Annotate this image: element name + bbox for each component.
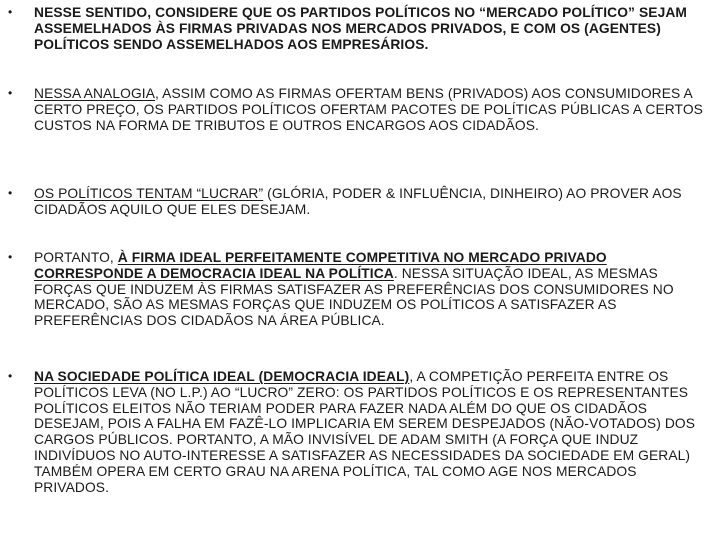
bullet-5-underlined: NA SOCIEDADE POLÍTICA IDEAL (DEMOCRACIA IDEAL) xyxy=(34,369,410,384)
bullet-dot: • xyxy=(8,5,13,19)
bullet-2-underlined: NESSA ANALOGIA xyxy=(34,86,156,101)
bullet-text-4 xyxy=(34,250,714,329)
bullet-3-underlined: OS POLÍTICOS TENTAM “LUCRAR” xyxy=(34,186,264,201)
bullet-text-5 xyxy=(34,369,714,495)
bullet-4-rest: . NESSA SITUAÇÃO IDEAL, AS MESMAS FORÇAS QUE INDUZEM ÀS FIRMAS SATISFAZER AS PREFERÊNCIAS DOS CONSUMIDORES NO MERCADO, SÃO AS MESMAS FORÇAS QUE INDUZEM OS POLÍTICOS A SATISFAZER AS PREFERÊNCIAS DOS CIDADÃOS NA ÁREA PÚBLICA. xyxy=(34,265,674,329)
bullet-text-1 xyxy=(34,5,714,52)
bullet-4-intro: PORTANTO, xyxy=(34,250,118,265)
bullet-2-rest: , ASSIM COMO AS FIRMAS OFERTAM BENS (PRIVADOS) AOS CONSUMIDORES A CERTO PREÇO, OS PARTIDOS POLÍTICOS OFERTAM PACOTES DE POLÍTICAS PÚBLICAS A CERTOS CUSTOS NA FORMA DE TRIBUTOS E OUTROS ENCARGOS AOS CIDADÃOS. xyxy=(34,86,703,133)
bullet-text-3 xyxy=(34,186,714,218)
bullet-text-2 xyxy=(34,86,714,133)
bullet-dot: • xyxy=(8,186,13,200)
bullet-dot: • xyxy=(8,369,13,383)
bullet-dot: • xyxy=(8,86,13,100)
bullet-4-underlined: À FIRMA IDEAL PERFEITAMENTE COMPETITIVA NO MERCADO PRIVADO CORRESPONDE A DEMOCRACIA IDEAL NA POLÍTICA xyxy=(34,250,607,281)
bullet-5-rest: , A COMPETIÇÃO PERFEITA ENTRE OS POLÍTICOS LEVA (NO L.P.) AO “LUCRO” ZERO: OS PARTIDOS POLÍTICOS E OS REPRESENTANTES POLÍTICOS ELEITOS NÃO TERIAM PODER PARA FAZER NADA ALÉM DO QUE OS CIDADÃOS DESEJAM, POIS A FALHA EM FAZÊ-LO IMPLICARIA EM SEREM DESPEJADOS (NÃO-VOTADOS) DOS CARGOS PÚBLICOS. PORTANTO, A MÃO INVISÍVEL DE ADAM SMITH (A FORÇA QUE INDUZ INDIVÍDUOS NO AUTO-INTERESSE A SATISFAZER AS NECESSIDADES DA SOCIEDADE EM GERAL) TAMBÉM OPERA EM CERTO GRAU NA ARENA POLÍTICA, TAL COMO AGE NOS MERCADOS PRIVADOS. xyxy=(34,369,696,495)
bullet-dot: • xyxy=(8,250,13,264)
bullet-1-text: NESSE SENTIDO, CONSIDERE QUE OS PARTIDOS POLÍTICOS NO “MERCADO POLÍTICO” SEJAM ASSEMELHADOS ÀS FIRMAS PRIVADAS NOS MERCADOS PRIVADOS, E COM OS (AGENTES) POLÍTICOS SENDO ASSEMELHADOS AOS EMPRESÁRIOS. xyxy=(34,5,687,52)
bullet-3-rest: (GLÓRIA, PODER & INFLUÊNCIA, DINHEIRO) AO PROVER AOS CIDADÃOS AQUILO QUE ELES DESEJAM. xyxy=(34,186,682,217)
